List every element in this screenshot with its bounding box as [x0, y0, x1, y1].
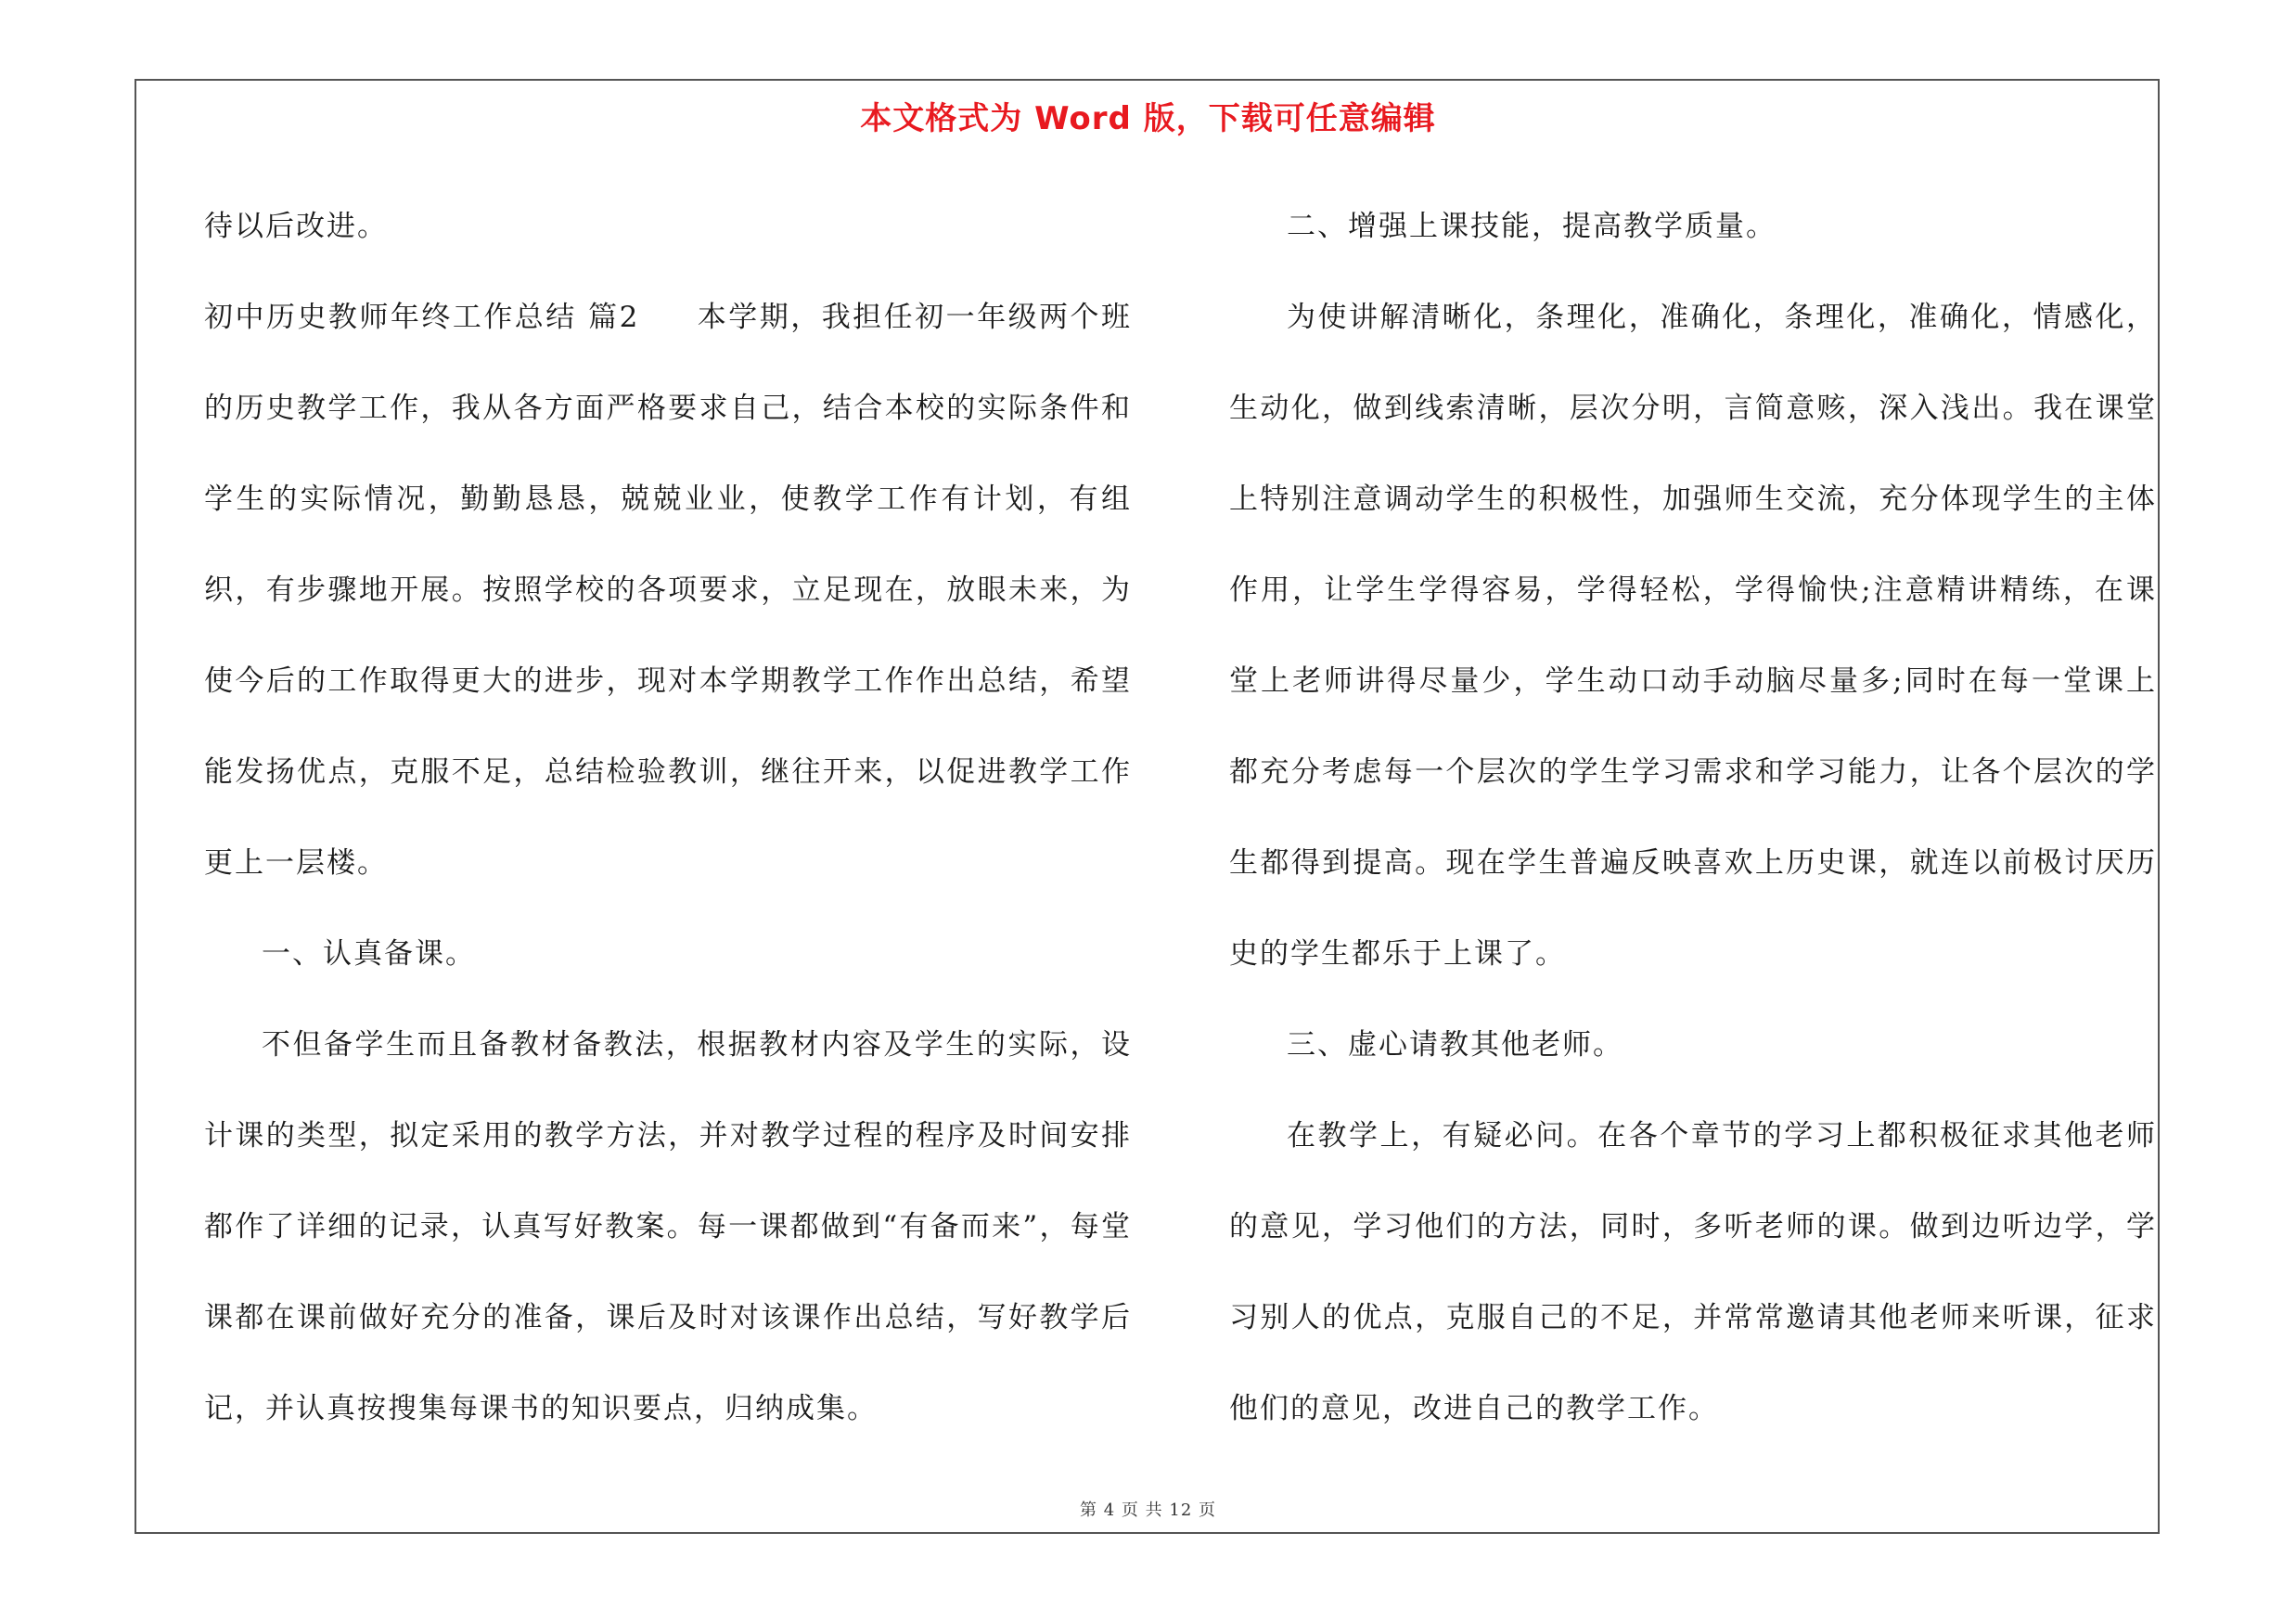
- paragraph-prepare-lessons: 不但备学生而且备教材备教法，根据教材内容及学生的实际，设计课的类型，拟定采用的教学方法，并对教学过程的程序及时间安排都作了详细的记录，认真写好教案。每一课都做到“有备而来”，每堂课都在课前做好充分的准备，课后及时对该课作出总结，写好教学后记，并认真按搜集每课书的知识要点，归纳成集。: [204, 1028, 1132, 1425]
- paragraph-teaching-skills: 为使讲解清晰化，条理化，准确化，条理化，准确化，情感化，生动化，做到线索清晰，层次分明，言简意赅，深入浅出。我在课堂上特别注意调动学生的积极性，加强师生交流，充分体现学生的主体作用，让学生学得容易，学得轻松，学得愉快;注意精讲精练，在课堂上老师讲得尽量少，学生动口动手动脑尽量多;同时在每一堂课上都充分考虑每一个层次的学生学习需求和学习能力，让各个层次的学生都得到提高。现在学生普遍反映喜欢上历史课，就连以前极讨厌历史的学生都乐于上课了。: [1229, 301, 2157, 971]
- right-column: [1229, 181, 2157, 1454]
- paragraph-consult-teachers: 在教学上，有疑必问。在各个章节的学习上都积极征求其他老师的意见，学习他们的方法，同时，多听老师的课。做到边听边学，学习别人的优点，克服自己的不足，并常常邀请其他老师来听课，征求他们的意见，改进自己的教学工作。: [1229, 1119, 2157, 1425]
- footer-middle: 页 共: [1121, 1501, 1163, 1520]
- left-column: [204, 181, 1132, 1454]
- section-intro-body: 本学期，我担任初一年级两个班的历史教学工作，我从各方面严格要求自己，结合本校的实际条件和学生的实际情况，勤勤恳恳，兢兢业业，使教学工作有计划，有组织，有步骤地开展。按照学校的各项要求，立足现在，放眼未来，为使今后的工作取得更大的进步，现对本学期教学工作作出总结，希望能发扬优点，克服不足，总结检验教训，继往开来，以促进教学工作更上一层楼。: [204, 301, 1133, 880]
- paragraph-section-intro: [204, 272, 1132, 908]
- heading-teaching-skills: 二、增强上课技能，提高教学质量。: [1287, 210, 1777, 243]
- word-format-banner: 本文格式为 Word 版，下载可任意编辑: [860, 100, 1436, 137]
- page-number-footer: [0, 1497, 2296, 1521]
- paragraph-continuation: 待以后改进。: [204, 210, 388, 243]
- heading-prepare-lessons: 一、认真备课。: [262, 937, 476, 971]
- heading-consult-teachers: 三、虚心请教其他老师。: [1287, 1028, 1623, 1062]
- current-page-number: 4: [1103, 1501, 1116, 1520]
- total-pages-number: 12: [1169, 1501, 1193, 1520]
- footer-prefix: 第: [1079, 1501, 1097, 1520]
- section-title: 初中历史教师年终工作总结 篇2: [204, 301, 640, 334]
- footer-suffix: 页: [1199, 1501, 1217, 1520]
